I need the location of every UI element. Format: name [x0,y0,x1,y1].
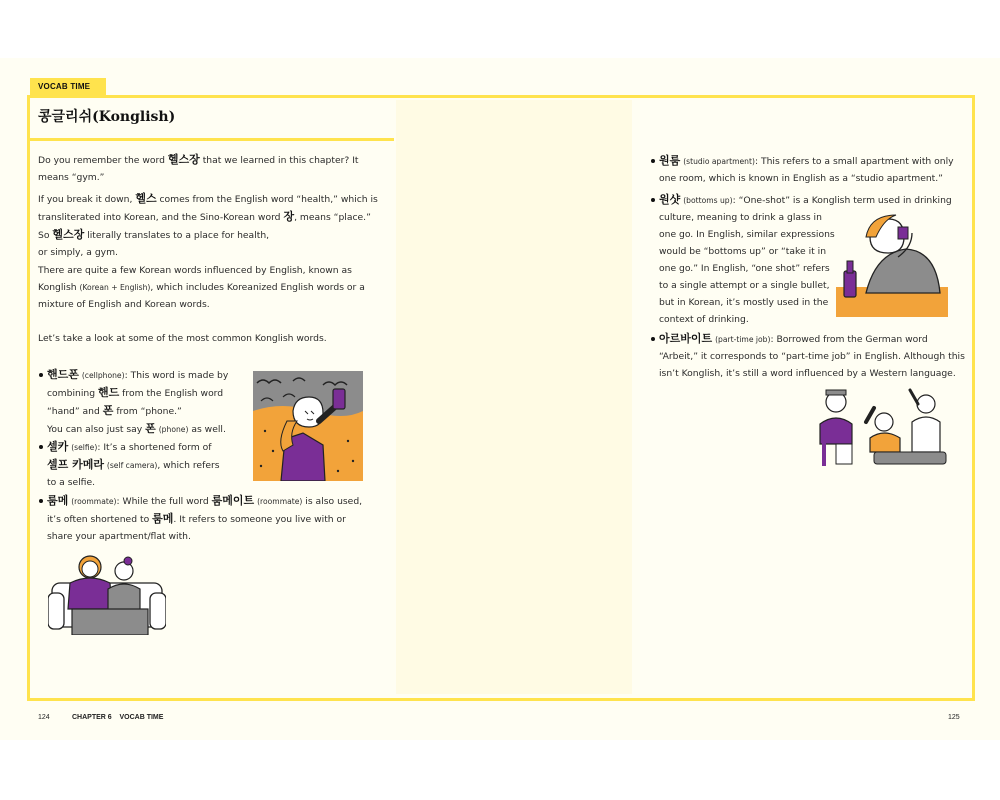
page-number-left: 124 [38,714,50,721]
intro-text: that we learned in this chapter? It [199,155,359,166]
footer-section: VOCAB TIME [119,714,164,721]
gloss-text: (roommate) [71,497,117,506]
footer-running-head [72,714,163,721]
korean-word: 룸메 [152,512,174,525]
body-text: “hand” and [47,406,103,417]
body-text: comes from the English word “health,” which is [156,194,378,205]
body-text: transliterated into Korean, and the Sino-Korean word [38,212,284,223]
body-text: one room, which is known in English as a “studio apartment.” [659,173,943,184]
intro-text: Do you remember the word [38,155,168,166]
body-text: Konglish [38,282,80,293]
body-text: as well. [188,424,226,435]
korean-word: 룸메 [47,494,69,507]
korean-word: 장 [283,210,295,223]
body-text: to a selfie. [47,477,96,488]
body-text: isn’t Konglish, it’s still a word influenced by a Western language. [659,368,956,379]
body-text: one go. In English, similar expressions [659,229,835,240]
body-text: : Borrowed from the German word [770,334,928,345]
korean-word: 셀프 카메라 [47,458,104,471]
korean-word: 아르바이트 [659,332,713,345]
body-text: So [38,230,53,241]
body-text: : This word is made by [124,370,229,381]
body-text: . It refers to someone you live with or [173,514,346,525]
body-text: : It’s a shortened form of [97,442,212,453]
body-text: one go.” In English, “one shot” refers [659,263,830,274]
list-item-oneroom [659,152,954,187]
korean-word: 셀카 [47,440,69,453]
body-text: : While the full word [116,496,212,507]
body-text: literally translates to a place for health, [84,230,270,241]
korean-word: 룸메이트 [211,494,255,507]
bullet-dot [651,159,655,163]
body-text: is also used, [302,496,363,507]
gloss-text: (studio apartment) [683,157,755,166]
gloss-text: (self camera) [106,461,158,470]
gloss-text: (bottoms up) [683,196,733,205]
body-text: , which refers [157,460,220,471]
body-text: it’s often shortened to [47,514,153,525]
body-text: “Arbeit,” it corresponds to “part-time job” in English. Although this [659,351,965,362]
gloss-text: (roommate) [257,497,303,506]
korean-word: 헬스장 [167,153,200,166]
breakdown-paragraph [38,190,378,261]
body-text: combining [47,388,98,399]
lead-in-text: Let’s take a look at some of the most common Konglish words. [38,333,327,344]
body-text: There are quite a few Korean words influenced by English, known as [38,265,352,276]
korean-word: 폰 [102,404,114,417]
intro-text: means “gym.” [38,172,105,183]
body-text: from the English word [119,388,224,399]
gloss-text: (part-time job) [715,335,771,344]
body-text: If you break it down, [38,194,136,205]
korean-word: 헬스장 [52,228,85,241]
korean-word: 원룸 [659,154,681,167]
bullet-dot [39,499,43,503]
body-text: would be “bottoms up” or “take it in [659,246,827,257]
konglish-intro-paragraph [38,262,365,313]
footer-chapter: CHAPTER 6 [72,714,112,721]
body-text: , means “place.” [294,212,371,223]
korean-word: 핸드폰 [47,368,79,381]
body-text: context of drinking. [659,314,749,325]
gloss-text: (Korean + English) [79,283,151,292]
bullet-dot [39,445,43,449]
body-text: but in Korean, it’s mostly used in the [659,297,829,308]
body-text: culture, meaning to drink a glass in [659,212,822,223]
body-text: mixture of English and Korean words. [38,299,210,310]
title-divider [30,138,394,141]
bullet-dot [651,198,655,202]
oneshot-illustration [836,213,948,319]
intro-paragraph [38,151,359,186]
body-text: from “phone.” [113,406,182,417]
body-text: : This refers to a small apartment with only [754,156,954,167]
title-english: (Konglish) [92,109,176,125]
gloss-text: (selfie) [71,443,98,452]
body-text: to a single attempt or a single bullet, [659,280,830,291]
selfie-illustration [253,371,363,481]
body-text: or simply, a gym. [38,247,118,258]
list-item-arbeit [659,330,965,382]
roommates-illustration [48,553,166,635]
body-text: You can also just say [47,424,146,435]
gloss-text: (cellphone) [81,371,125,380]
parttime-job-illustration [818,388,948,466]
bullet-dot [39,373,43,377]
body-text: , which includes Koreanized English words or a [150,282,365,293]
page-title [38,106,175,126]
body-text: share your apartment/flat with. [47,531,191,542]
page-number-right: 125 [948,714,960,721]
list-item-roomme [47,492,362,545]
korean-word: 원샷 [659,193,681,206]
list-item-selca [47,438,220,491]
title-korean: 콩글리쉬 [38,109,93,125]
gloss-text: (phone) [158,425,189,434]
bullet-dot [651,337,655,341]
korean-word: 헬스 [135,192,157,205]
korean-word: 핸드 [97,386,120,399]
body-text: : “One-shot” is a Konglish term used in drinking [732,195,952,206]
list-item-handphone [47,366,228,438]
korean-word: 폰 [145,422,156,435]
section-tab: VOCAB TIME [30,78,106,95]
